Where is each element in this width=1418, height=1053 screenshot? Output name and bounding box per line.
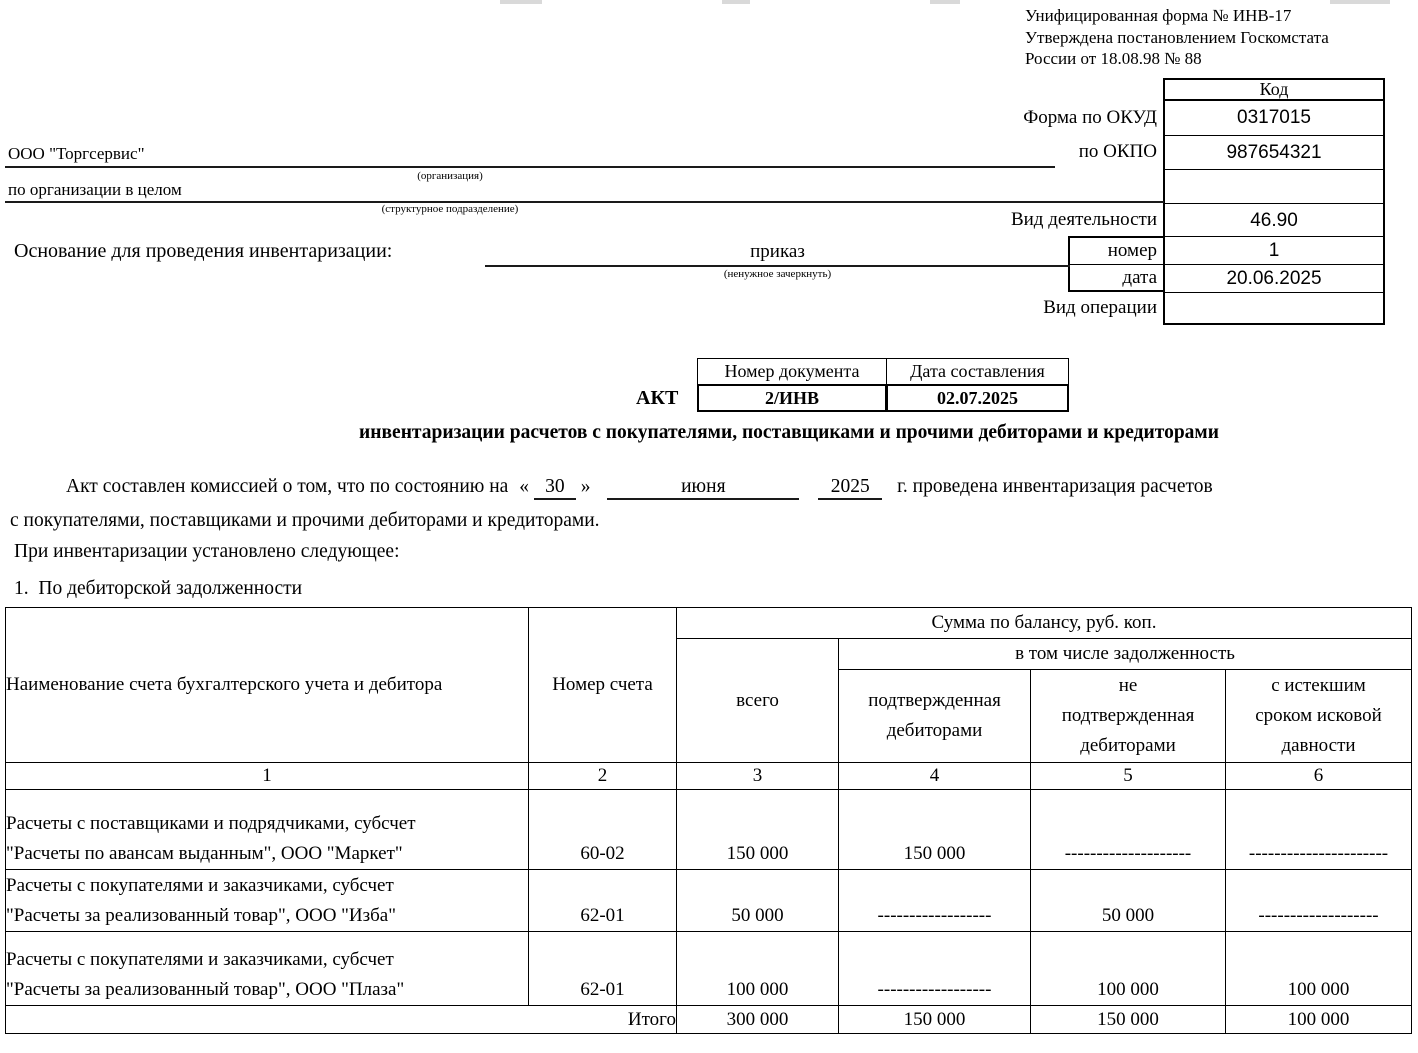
col6-header-text: с истекшим сроком исковой давности	[1255, 675, 1382, 756]
inventory-basis-underline	[485, 241, 1070, 267]
form-note-line: России от 18.08.98 № 88	[1025, 49, 1202, 68]
row2-account-name	[6, 870, 529, 932]
paragraph-text: г. проведена инвентаризация расчетов	[897, 476, 1213, 497]
year-field: 2025	[818, 476, 882, 500]
number-label: номер	[1107, 240, 1157, 261]
row3-account-name	[6, 932, 529, 1006]
row3-name-line1: Расчеты с покупателями и заказчиками, субсчет	[6, 949, 394, 970]
month-field: июня	[607, 476, 799, 500]
totals-row	[6, 1006, 1412, 1034]
col-number-3: 3	[677, 763, 839, 790]
row2-name-line2: "Расчеты за реализованный товар", ООО "Изба"	[6, 905, 397, 926]
row2-total: 50 000	[677, 870, 839, 932]
code-column-body	[1163, 99, 1385, 325]
act-title: инвентаризации расчетов с покупателями, поставщиками и прочими дебиторами и кредиторами	[359, 422, 1219, 443]
row3-account-number: 62-01	[529, 932, 677, 1006]
operation-type-value	[1165, 292, 1383, 323]
row1-account-number: 60-02	[529, 790, 677, 870]
form-approval-note	[1025, 5, 1329, 70]
table-row	[6, 870, 1412, 932]
col4-header-text: подтвержденная дебиторами	[868, 690, 1001, 741]
number-date-box	[1068, 236, 1165, 292]
operation-type-label: Вид операции	[1043, 297, 1157, 318]
row3-total: 100 000	[677, 932, 839, 1006]
organization-caption: (организация)	[417, 170, 483, 182]
okpo-label: по ОКПО	[1078, 141, 1157, 162]
col6-header	[1226, 670, 1412, 763]
act-label: АКТ	[636, 387, 679, 409]
doc-date-value: 02.07.2025	[886, 384, 1069, 412]
col5-header-text: не подтвержденная дебиторами	[1061, 675, 1195, 756]
row2-name-line1: Расчеты с покупателями и заказчиками, субсчет	[6, 875, 394, 896]
page-edge-artifact	[930, 0, 960, 4]
col5-header	[1031, 670, 1226, 763]
okud-label: Форма по ОКУД	[1023, 107, 1157, 128]
col1-header: Наименование счета бухгалтерского учета и дебитора	[6, 608, 529, 763]
activity-type-value: 46.90	[1165, 203, 1383, 236]
structural-unit-underline	[5, 180, 1164, 203]
row3-name-line2: "Расчеты за реализованный товар", ООО "Плаза"	[6, 979, 405, 1000]
doc-date-header: Дата составления	[886, 358, 1069, 385]
row2-confirmed: ------------------	[839, 870, 1031, 932]
paragraph-line3: При инвентаризации установлено следующее:	[14, 541, 400, 562]
doc-number-value: 2/ИНВ	[697, 384, 887, 412]
totals-unconfirmed: 150 000	[1031, 1006, 1226, 1034]
doc-number-header: Номер документа	[697, 358, 887, 385]
col2-header: Номер счета	[529, 608, 677, 763]
debtors-table	[5, 607, 1412, 1034]
quote-close: »	[580, 476, 591, 497]
inventory-basis-value: приказ	[750, 241, 805, 262]
col-number-4: 4	[839, 763, 1031, 790]
inventory-basis-caption: (ненужное зачеркнуть)	[723, 268, 832, 280]
code-column-header: Код	[1163, 78, 1385, 101]
quote-open: «	[519, 476, 529, 497]
totals-confirmed: 150 000	[839, 1006, 1031, 1034]
col3-header: всего	[677, 639, 839, 763]
order-number-value: 1	[1165, 236, 1383, 264]
totals-expired: 100 000	[1226, 1006, 1412, 1034]
okpo-value: 987654321	[1165, 135, 1383, 169]
activity-type-label: Вид деятельности	[1010, 209, 1157, 230]
col-number-2: 2	[529, 763, 677, 790]
row1-unconfirmed: --------------------	[1031, 790, 1226, 870]
totals-total: 300 000	[677, 1006, 839, 1034]
row2-unconfirmed: 50 000	[1031, 870, 1226, 932]
paragraph-line2: с покупателями, поставщиками и прочими дебиторами и кредиторами.	[10, 510, 600, 531]
row1-account-name	[6, 790, 529, 870]
including-header: в том числе задолженность	[839, 639, 1412, 670]
structural-unit-value: по организации в целом	[8, 180, 182, 199]
paragraph-text: Акт составлен комиссией о том, что по состоянию на	[66, 476, 509, 497]
inventory-basis-label: Основание для проведения инвентаризации:	[14, 240, 393, 262]
row2-account-number: 62-01	[529, 870, 677, 932]
act-composed-line	[66, 476, 1213, 500]
day-field: 30	[534, 476, 576, 500]
col-number-1: 1	[6, 763, 529, 790]
empty-code-cell	[1165, 169, 1383, 203]
act-doc-table	[697, 358, 1069, 412]
col-number-6: 6	[1226, 763, 1412, 790]
row1-name-line1: Расчеты с поставщиками и подрядчиками, субсчет	[6, 813, 416, 834]
page-edge-artifact	[1330, 0, 1390, 4]
structural-unit-caption: (структурное подразделение)	[381, 203, 519, 215]
table-row	[6, 932, 1412, 1006]
col-number-5: 5	[1031, 763, 1226, 790]
row3-unconfirmed: 100 000	[1031, 932, 1226, 1006]
form-note-line: Унифицированная форма № ИНВ-17	[1025, 6, 1292, 25]
row1-total: 150 000	[677, 790, 839, 870]
col4-header	[839, 670, 1031, 763]
table-row	[6, 790, 1412, 870]
sum-header: Сумма по балансу, руб. коп.	[677, 608, 1412, 639]
page-edge-artifact	[500, 0, 542, 4]
date-label: дата	[1070, 264, 1165, 290]
row2-expired: -------------------	[1226, 870, 1412, 932]
totals-label: Итого	[6, 1006, 677, 1034]
row1-expired: ----------------------	[1226, 790, 1412, 870]
row3-confirmed: ------------------	[839, 932, 1031, 1006]
row1-name-line2: "Расчеты по авансам выданным", ООО "Маркет"	[6, 843, 403, 864]
organization-underline	[5, 144, 1055, 168]
okud-value: 0317015	[1237, 107, 1311, 128]
section-1-heading: 1. По дебиторской задолженности	[14, 578, 303, 599]
organization-name: ООО "Торгсервис"	[8, 144, 145, 163]
order-date-value: 20.06.2025	[1165, 264, 1383, 292]
row3-expired: 100 000	[1226, 932, 1412, 1006]
form-note-line: Утверждена постановлением Госкомстата	[1025, 27, 1329, 47]
page-edge-artifact	[722, 0, 750, 4]
row1-confirmed: 150 000	[839, 790, 1031, 870]
